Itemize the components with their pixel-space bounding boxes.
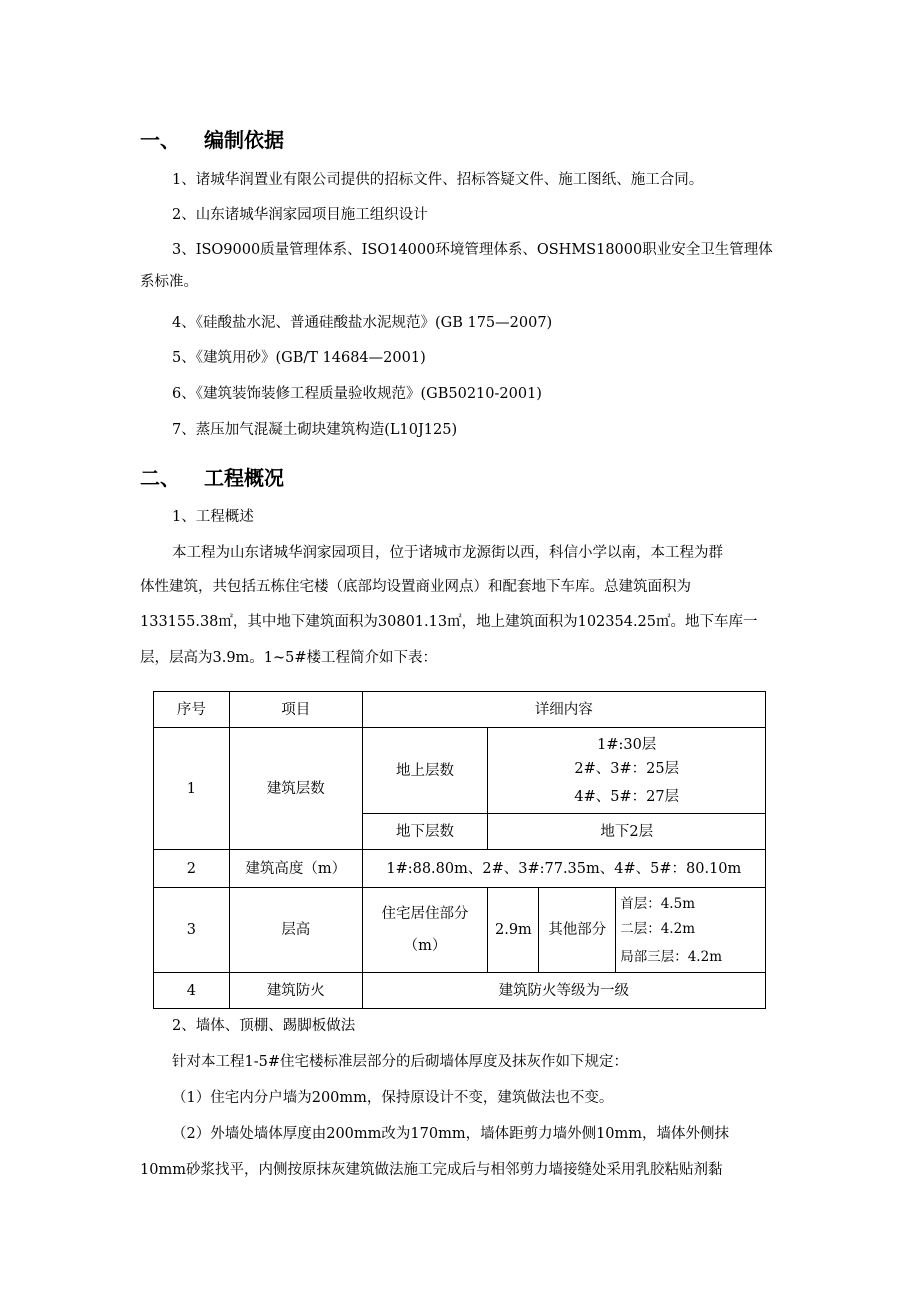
basis-item-7: 7、蒸压加气混凝土砌块建筑构造(L10J125)	[172, 422, 458, 438]
section-2-heading	[140, 462, 284, 491]
section-1-title: 编制依据	[204, 128, 284, 152]
residential-label-line-1: 住宅居住部分	[381, 906, 469, 922]
row1-item: 建筑层数	[229, 728, 362, 850]
above-floor-2: 2#、3#：25层	[574, 760, 680, 777]
other-floor-2: 二层：4.2m	[620, 920, 695, 937]
table-row	[154, 973, 766, 1009]
section-2-number: 二、	[140, 466, 180, 490]
row1-above-label: 地上层数	[362, 728, 488, 814]
basis-item-3: 3、ISO9000质量管理体系、ISO14000环境管理体系、OSHMS18000职业安全卫生管理体	[172, 242, 773, 258]
overview-line-2: 体性建筑，共包括五栋住宅楼（底部均设置商业网点）和配套地下车库。总建筑面积为	[140, 579, 691, 595]
header-detail: 详细内容	[362, 692, 765, 728]
other-floor-1: 首层：4.5m	[620, 895, 695, 912]
section-2-title: 工程概况	[204, 466, 284, 490]
table-row	[154, 850, 766, 888]
overview-subheading: 1、工程概述	[172, 509, 254, 525]
section-1-number: 一、	[140, 128, 180, 152]
row2-item: 建筑高度（m）	[229, 850, 362, 888]
header-no: 序号	[154, 692, 230, 728]
table-header-row	[154, 692, 766, 728]
residential-label-line-2: （m）	[403, 938, 447, 954]
wall-line-2: （1）住宅内分户墙为200mm，保持原设计不变，建筑做法也不变。	[172, 1090, 614, 1106]
above-floor-3: 4#、5#：27层	[574, 788, 680, 805]
row3-item: 层高	[229, 888, 362, 973]
row4-item: 建筑防火	[229, 973, 362, 1009]
wall-subheading: 2、墙体、顶棚、踢脚板做法	[172, 1018, 356, 1034]
basis-item-5: 5、《建筑用砂》(GB/T 14684—2001)	[172, 350, 426, 366]
row1-above-values	[488, 728, 766, 814]
wall-line-4: 10mm砂浆找平，内侧按原抹灰建筑做法施工完成后与相邻剪力墙接缝处采用乳胶粘贴剂黏	[140, 1162, 723, 1178]
wall-line-1: 针对本工程1-5#住宅楼标准层部分的后砌墙体厚度及抹灰作如下规定：	[172, 1054, 628, 1070]
row1-no: 1	[154, 728, 230, 850]
header-item: 项目	[229, 692, 362, 728]
row3-other-values	[616, 888, 766, 973]
row3-no: 3	[154, 888, 230, 973]
row2-value: 1#:88.80m、2#、3#:77.35m、4#、5#：80.10m	[362, 850, 765, 888]
row2-no: 2	[154, 850, 230, 888]
row3-residential-label	[362, 888, 488, 973]
basis-item-4: 4、《硅酸盐水泥、普通硅酸盐水泥规范》(GB 175—2007)	[172, 315, 553, 331]
basis-item-6: 6、《建筑装饰装修工程质量验收规范》(GB50210-2001)	[172, 386, 542, 402]
overview-line-4: 层，层高为3.9m。1~5#楼工程简介如下表：	[140, 650, 438, 666]
row1-below-value: 地下2层	[488, 814, 766, 850]
basis-item-2: 2、山东诸城华润家园项目施工组织设计	[172, 207, 428, 223]
row4-no: 4	[154, 973, 230, 1009]
wall-line-3: （2）外墙处墙体厚度由200mm改为170mm，墙体距剪力墙外侧10mm，墙体外侧抹	[172, 1126, 730, 1142]
overview-line-3: 133155.38㎡，其中地下建筑面积为30801.13㎡，地上建筑面积为102354.25㎡。地下车库一	[140, 614, 758, 630]
row1-below-label: 地下层数	[362, 814, 488, 850]
basis-item-1: 1、诸城华润置业有限公司提供的招标文件、招标答疑文件、施工图纸、施工合同。	[172, 172, 704, 188]
table-row	[154, 728, 766, 814]
row4-value: 建筑防火等级为一级	[362, 973, 765, 1009]
above-floor-1: 1#:30层	[597, 736, 657, 753]
row3-residential-value: 2.9m	[488, 888, 539, 973]
project-summary-table	[153, 691, 766, 1009]
table-row	[154, 888, 766, 973]
section-1-heading	[140, 124, 284, 153]
other-floor-3: 局部三层：4.2m	[620, 948, 722, 965]
row3-other-label: 其他部分	[539, 888, 616, 973]
basis-item-3-cont: 系标准。	[140, 274, 198, 290]
overview-line-1: 本工程为山东诸城华润家园项目，位于诸城市龙源街以西，科信小学以南，本工程为群	[172, 545, 723, 561]
